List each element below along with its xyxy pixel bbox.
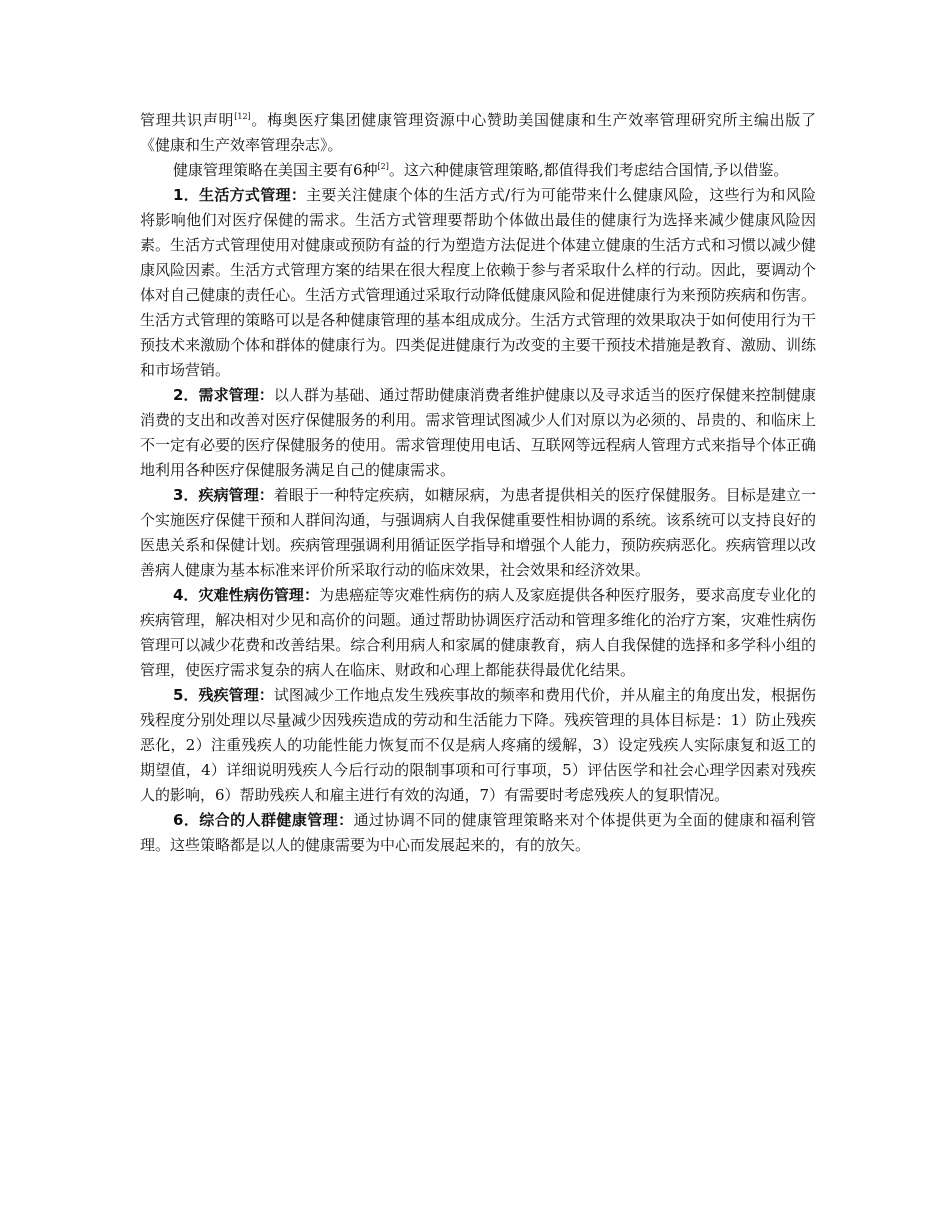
strategy-heading: 1．生活方式管理：: [173, 186, 307, 204]
intro-text: 管理共识声明: [140, 111, 235, 129]
strategy-heading: 5．残疾管理：: [173, 686, 274, 704]
strategy-population: [140, 808, 816, 858]
strategy-catastrophic: [140, 583, 816, 683]
strategy-body: 试图减少工作地点发生残疾事故的频率和费用代价，并从雇主的角度出发，根据伤残程度分别处理以尽量减少因残疾造成的劳动和生活能力下降。残疾管理的具体目标是：1）防止残疾恶化，2）注重残疾人的功能性能力恢复而不仅是病人疼痛的缓解，3）设定残疾人实际康复和返工的期望值，4）详细说明残疾人今后行动的限制事项和可行事项，5）评估医学和社会心理学因素对残疾人的影响，6）帮助残疾人和雇主进行有效的沟通，7）有需要时考虑残疾人的复职情况。: [140, 686, 816, 804]
strategy-body: 着眼于一种特定疾病，如糖尿病，为患者提供相关的医疗保健服务。目标是建立一个实施医疗保健干预和人群间沟通，与强调病人自我保健重要性相协调的系统。该系统可以支持良好的医患关系和保健计划。疾病管理强调利用循证医学指导和增强个人能力，预防疾病恶化。疾病管理以改善病人健康为基本标准来评价所采取行动的临床效果，社会效果和经济效果。: [140, 486, 816, 579]
strategy-heading: 3．疾病管理：: [173, 486, 274, 504]
strategy-heading: 4．灾难性病伤管理：: [173, 586, 320, 604]
intro-text: 健康管理策略在美国主要有6种: [173, 161, 378, 179]
citation-ref: [2]: [377, 162, 389, 171]
intro-text: 。梅奥医疗集团健康管理资源中心赞助美国健康和生产效率管理研究所主编出版了《健康和生产效率管理杂志》。: [140, 111, 816, 154]
strategy-demand: [140, 383, 816, 483]
strategy-disability: [140, 683, 816, 808]
strategy-body: 为患癌症等灾难性病伤的病人及家庭提供各种医疗服务，要求高度专业化的疾病管理，解决相对少见和高价的问题。通过帮助协调医疗活动和管理多维化的治疗方案，灾难性病伤管理可以减少花费和改善结果。综合利用病人和家属的健康教育，病人自我保健的选择和多学科小组的管理，使医疗需求复杂的病人在临床、财政和心理上都能获得最优化结果。: [140, 586, 816, 679]
document-page: [140, 108, 816, 858]
intro-paragraph-continued: [140, 108, 816, 158]
strategy-heading: 2．需求管理：: [173, 386, 274, 404]
strategy-body: 通过协调不同的健康管理策略来对个体提供更为全面的健康和福利管理。这些策略都是以人的健康需要为中心而发展起来的，有的放矢。: [140, 811, 816, 854]
intro-text: 。这六种健康管理策略,都值得我们考虑结合国情,予以借鉴。: [388, 161, 789, 179]
strategy-body: 以人群为基础、通过帮助健康消费者维护健康以及寻求适当的医疗保健来控制健康消费的支出和改善对医疗保健服务的利用。需求管理试图减少人们对原以为必须的、昂贵的、和临床上不一定有必要的医疗保健服务的使用。需求管理使用电话、互联网等远程病人管理方式来指导个体正确地利用各种医疗保健服务满足自己的健康需求。: [140, 386, 816, 479]
strategy-lifestyle: [140, 183, 816, 383]
strategy-heading: 6．综合的人群健康管理：: [173, 811, 354, 829]
strategy-body: 主要关注健康个体的生活方式/行为可能带来什么健康风险，这些行为和风险将影响他们对医疗保健的需求。生活方式管理要帮助个体做出最佳的健康行为选择来减少健康风险因素。生活方式管理使用对健康或预防有益的行为塑造方法促进个体建立健康的生活方式和习惯以减少健康风险因素。生活方式管理方案的结果在很大程度上依赖于参与者采取什么样的行动。因此，要调动个体对自己健康的责任心。生活方式管理通过采取行动降低健康风险和促进健康行为来预防疾病和伤害。生活方式管理的策略可以是各种健康管理的基本组成成分。生活方式管理的效果取决于如何使用行为干预技术来激励个体和群体的健康行为。四类促进健康行为改变的主要干预技术措施是教育、激励、训练和市场营销。: [140, 186, 816, 379]
citation-ref: [12]: [234, 112, 251, 121]
strategy-disease: [140, 483, 816, 583]
intro-paragraph: [140, 158, 816, 183]
